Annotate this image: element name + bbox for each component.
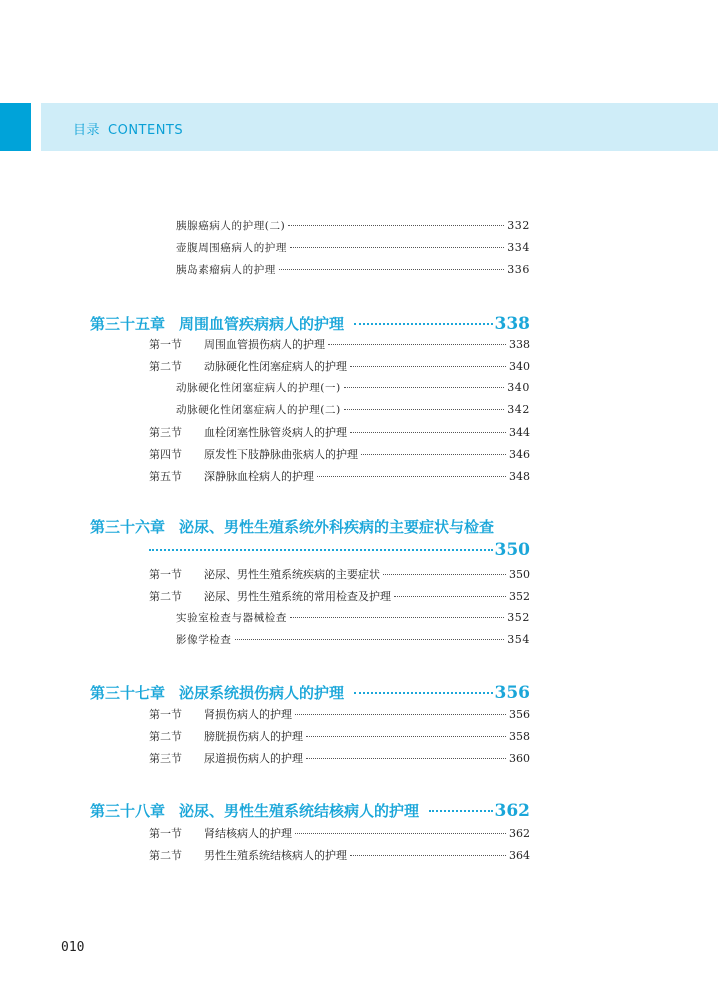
toc-section[interactable] [149,706,530,722]
toc-item-page: 332 [507,219,530,232]
toc-item-title: 胰岛素瘤病人的护理 [176,264,276,276]
dot-leader [317,476,506,477]
toc-section[interactable] [149,424,530,440]
section-title: 原发性下肢静脉曲张病人的护理 [204,448,358,461]
toc-section[interactable] [149,446,530,462]
section-title: 肾损伤病人的护理 [204,708,292,721]
dot-leader [290,247,504,248]
section-number: 第二节 [149,849,182,862]
chapter-title: 周围血管疾病病人的护理 [179,315,345,333]
toc-item[interactable] [176,632,530,647]
chapter-number: 第三十六章 [90,518,166,536]
section-page: 362 [509,827,530,840]
section-page: 348 [509,470,530,483]
section-number: 第二节 [149,730,182,743]
toc-section[interactable] [149,468,530,484]
dot-leader [288,225,504,226]
section-page: 356 [509,708,530,721]
toc-item[interactable] [176,402,530,417]
section-number: 第一节 [149,708,182,721]
dot-leader [290,617,504,618]
section-number: 第二节 [149,360,182,373]
chapter-heading[interactable] [90,313,530,334]
page-header [73,119,183,138]
dot-leader [295,833,506,834]
toc-section[interactable] [149,336,530,352]
chapter-title: 泌尿、男性生殖系统外科疾病的主要症状与检查 [179,518,495,536]
section-title: 膀胱损伤病人的护理 [204,730,303,743]
toc-item-page: 342 [507,403,530,416]
section-title: 动脉硬化性闭塞症病人的护理 [204,360,347,373]
dot-leader [344,387,504,388]
dot-leader [350,855,506,856]
toc-section[interactable] [149,750,530,766]
dot-leader [354,692,492,694]
chapter-heading-continuation[interactable] [149,540,530,560]
dot-leader [306,758,506,759]
dot-leader [149,549,493,551]
section-number: 第五节 [149,470,182,483]
dot-leader [344,409,504,410]
chapter-page: 362 [494,801,530,821]
toc-item[interactable] [176,380,530,395]
dot-leader [354,323,492,325]
toc-item-title: 影像学检查 [176,634,232,646]
section-number: 第三节 [149,752,182,765]
chapter-page: 356 [494,683,530,703]
chapter-page: 350 [494,540,530,560]
dot-leader [328,344,506,345]
chapter-heading[interactable] [90,800,530,821]
section-title: 周围血管损伤病人的护理 [204,338,325,351]
header-title-cn: 目录 [73,123,101,138]
section-title: 肾结核病人的护理 [204,827,292,840]
section-page: 364 [509,849,530,862]
header-accent-bar [0,103,31,151]
section-page: 344 [509,426,530,439]
toc-item[interactable] [176,610,530,625]
dot-leader [350,432,506,433]
section-title: 血栓闭塞性脉管炎病人的护理 [204,426,347,439]
toc-item-page: 340 [507,381,530,394]
section-page: 360 [509,752,530,765]
chapter-heading[interactable] [90,516,530,537]
chapter-title: 泌尿系统损伤病人的护理 [179,684,345,702]
dot-leader [429,810,492,812]
toc-item-title: 胰腺癌病人的护理(二) [176,220,286,232]
dot-leader [350,366,506,367]
toc-item[interactable] [176,262,530,277]
toc-item-page: 354 [507,633,530,646]
chapter-number: 第三十八章 [90,802,166,820]
section-page: 340 [509,360,530,373]
section-page: 350 [509,568,530,581]
toc-section[interactable] [149,358,530,374]
page-number: 010 [61,940,85,955]
toc-section[interactable] [149,847,530,863]
chapter-page: 338 [494,314,530,334]
dot-leader [361,454,506,455]
chapter-heading[interactable] [90,682,530,703]
toc-section[interactable] [149,825,530,841]
dot-leader [394,596,506,597]
section-page: 338 [509,338,530,351]
section-page: 358 [509,730,530,743]
chapter-number: 第三十七章 [90,684,166,702]
toc-item[interactable] [176,240,530,255]
dot-leader [306,736,506,737]
section-number: 第一节 [149,338,182,351]
toc-item-title: 动脉硬化性闭塞症病人的护理(一) [176,382,341,394]
dot-leader [383,574,506,575]
section-title: 泌尿、男性生殖系统的常用检查及护理 [204,590,391,603]
header-title-en: CONTENTS [108,123,184,138]
section-title: 男性生殖系统结核病人的护理 [204,849,347,862]
section-page: 346 [509,448,530,461]
toc-item-title: 动脉硬化性闭塞症病人的护理(二) [176,404,341,416]
toc-item-title: 实验室检查与器械检查 [176,612,287,624]
toc-item[interactable] [176,218,530,233]
section-page: 352 [509,590,530,603]
dot-leader [279,269,504,270]
toc-item-page: 336 [507,263,530,276]
toc-item-page: 352 [507,611,530,624]
section-number: 第三节 [149,426,182,439]
section-title: 深静脉血栓病人的护理 [204,470,314,483]
dot-leader [295,714,506,715]
section-title: 尿道损伤病人的护理 [204,752,303,765]
section-title: 泌尿、男性生殖系统疾病的主要症状 [204,568,380,581]
section-number: 第一节 [149,568,182,581]
section-number: 第一节 [149,827,182,840]
toc-section[interactable] [149,728,530,744]
dot-leader [235,639,505,640]
section-number: 第二节 [149,590,182,603]
section-number: 第四节 [149,448,182,461]
chapter-number: 第三十五章 [90,315,166,333]
chapter-title: 泌尿、男性生殖系统结核病人的护理 [179,802,420,820]
toc-section[interactable] [149,566,530,582]
toc-item-title: 壶腹周围癌病人的护理 [176,242,287,254]
toc-section[interactable] [149,588,530,604]
toc-item-page: 334 [507,241,530,254]
